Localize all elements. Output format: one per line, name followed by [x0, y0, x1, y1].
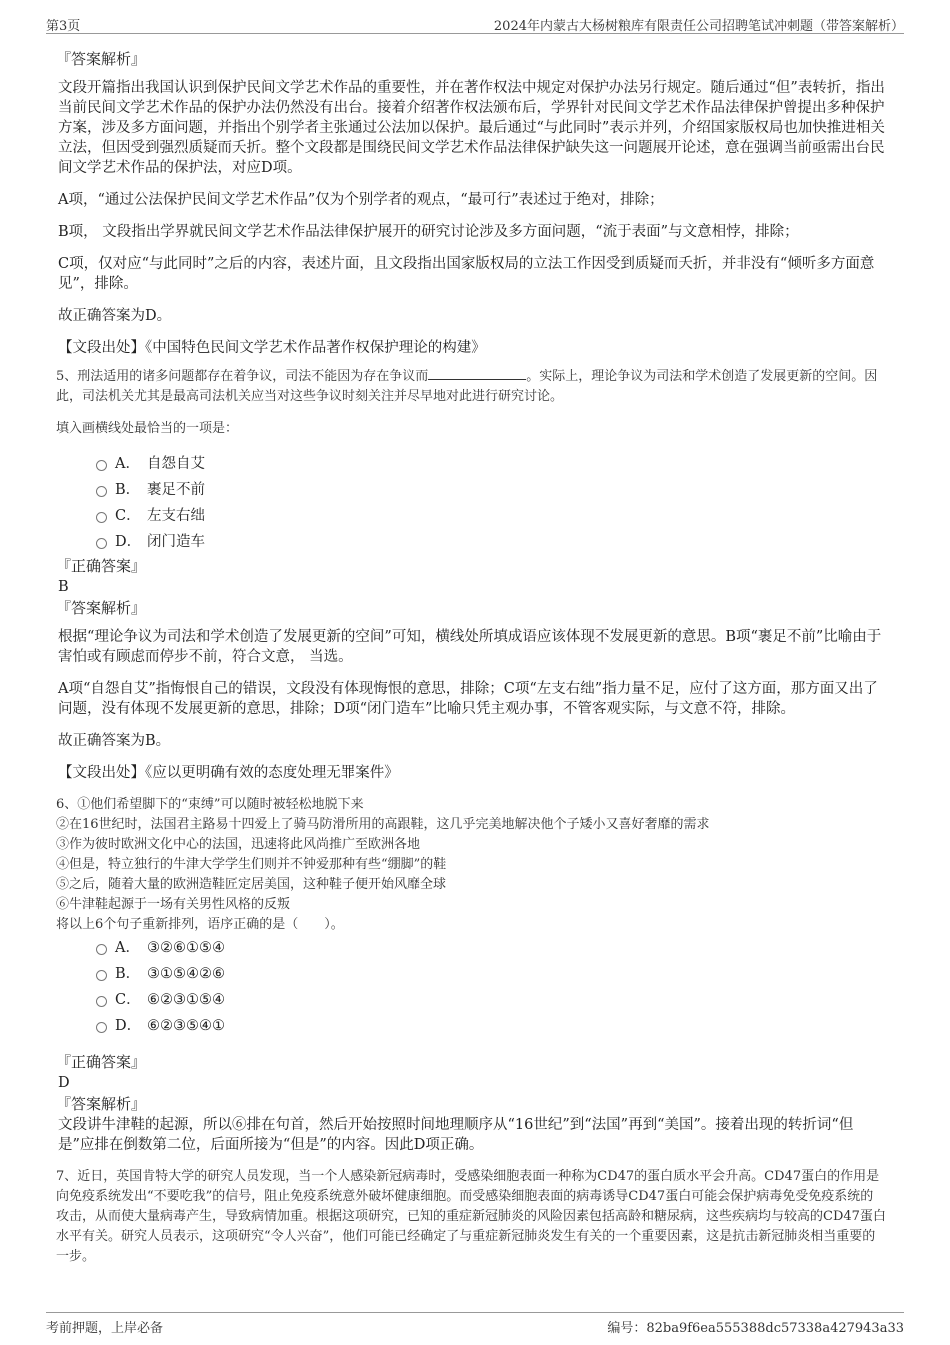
q5-conclusion: 故正确答案为B。 — [58, 733, 171, 749]
q5-analysis-paragraph-2: A项“自怨自艾”指悔恨自己的错误，文段没有体现悔恨的意思，排除；C项“左支右绌”指力量不足，应付了这方面，那方面又出了问题，没有体现不发展更新的意思，排除；D项“闭门造车”比喻只凭主观办事，不管客观实际，与文意不符，排除。 — [58, 681, 878, 717]
document-title: 2024年内蒙古大杨树粮库有限责任公司招聘笔试冲刺题（带答案解析） — [493, 19, 904, 34]
q5-analysis-paragraph: 根据“理论争议为司法和学术创造了发展更新的空间”可知，横线处所填成语应该体现不发展更新的意思。B项“裹足不前”比喻由于害怕或有顾虑而停步不前，符合文意， 当选。 — [58, 629, 882, 665]
q6-analysis-paragraph: 文段讲牛津鞋的起源，所以⑥排在句首，然后开始按照时间地理顺序从“16世纪”到“法国”再到“美国”。接着出现的转折词“但是”应排在倒数第二位，后面所接为“但是”的内容。因此D项正确。 — [58, 1117, 854, 1153]
q6-line-4: ④但是，特立独行的牛津大学学生们则并不钟爱那种有些“绷脚”的鞋 — [56, 857, 447, 872]
q4-option-a-analysis: A项，“通过公法保护民间文学艺术作品”仅为个别学者的观点，“最可行”表述过于绝对，排除； — [58, 192, 664, 208]
q6-correct-label: 『正确答案』 — [56, 1053, 147, 1071]
q6-line-5: ⑤之后，随着大量的欧洲造鞋匠定居美国，这种鞋子便开始风靡全球 — [56, 877, 447, 892]
page-header — [46, 12, 904, 34]
radio-icon[interactable] — [96, 460, 107, 471]
q4-conclusion: 故正确答案为D。 — [58, 308, 172, 324]
q6-option-d[interactable]: D． ⑥②③⑤④① — [96, 1013, 886, 1039]
radio-icon[interactable] — [96, 1022, 107, 1033]
q4-source: 【文段出处】《中国特色民间文学艺术作品著作权保护理论的构建》 — [58, 340, 486, 356]
q6-analysis-label: 『答案解析』 — [56, 1095, 147, 1113]
q7-stem: 7、近日，英国肯特大学的研究人员发现，当一个人感染新冠病毒时，受感染细胞表面一种称为CD47的蛋白质水平会升高。CD47蛋白的作用是向免疫系统发出“不要吃我”的信号，阻止免疫系统意外破坏健康细胞。而受感染细胞表面的病毒诱导CD47蛋白可能会保护病毒免受免疫系统的攻击，从而使大量病毒产生，导致病情加重。根据这项研究，已知的重症新冠肺炎的风险因素包括高龄和糖尿病，这些疾病均与较高的CD47蛋白水平有关。研究人员表示，这项研究“令人兴奋”，他们可能已经确定了与重症新冠肺炎发生有关的一个重要因素，这是抗击新冠肺炎相当重要的一步。 — [56, 1169, 886, 1264]
q6-correct-answer: D — [58, 1075, 70, 1091]
main-content — [56, 48, 886, 1267]
footer-slogan: 考前押题，上岸必备 — [46, 1321, 164, 1336]
q6-option-c[interactable]: C． ⑥②③①⑤④ — [96, 987, 886, 1013]
q6-prompt: 将以上6个句子重新排列，语序正确的是（ ）。 — [56, 917, 344, 932]
q4-option-b-analysis: B项， 文段指出学界就民间文学艺术作品法律保护展开的研究讨论涉及多方面问题，“流于表面”与文意相悖，排除； — [58, 224, 799, 240]
q5-option-a[interactable]: A． 自怨自艾 — [96, 451, 886, 477]
q5-option-b[interactable]: B． 裹足不前 — [96, 477, 886, 503]
q5-options — [96, 451, 886, 555]
q6-line-1: 6、①他们希望脚下的“束缚”可以随时被轻松地脱下来 — [56, 797, 364, 812]
q4-option-c-analysis: C项，仅对应“与此同时”之后的内容，表述片面，且文段指出国家版权局的立法工作因受到质疑而夭折，并非没有“倾听多方面意见”，排除。 — [58, 256, 875, 292]
q5-correct-label: 『正确答案』 — [56, 557, 147, 575]
document-id: 编号：82ba9f6ea555388dc57338a427943a33 — [607, 1321, 904, 1336]
radio-icon[interactable] — [96, 944, 107, 955]
q4-analysis-paragraph: 文段开篇指出我国认识到保护民间文学艺术作品的重要性，并在著作权法中规定对保护办法另行规定。随后通过“但”表转折，指出当前民间文学艺术作品的保护办法仍然没有出台。接着介绍著作权法颁布后，学界针对民间文学艺术作品法律保护曾提出多种保护方案，涉及多方面问题，并指出个别学者主张通过公法加以保护。最后通过“与此同时”表示并列，介绍国家版权局也加快推进相关立法，但因受到强烈质疑而夭折。整个文段都是围绕民间文学艺术作品法律保护缺失这一问题展开论述，意在强调当前亟需出台民间文学艺术作品的保护法，对应D项。 — [58, 80, 885, 176]
page-number: 第3页 — [46, 19, 81, 34]
q6-option-b[interactable]: B． ③①⑤④②⑥ — [96, 961, 886, 987]
q5-correct-answer: B — [58, 579, 69, 595]
q6-options — [96, 935, 886, 1039]
q6-line-2: ②在16世纪时，法国君主路易十四爱上了骑马防滑所用的高跟鞋，这几乎完美地解决他个子矮小又喜好奢靡的需求 — [56, 817, 710, 832]
page-footer — [46, 1312, 904, 1336]
q6-option-a[interactable]: A． ③②⑥①⑤④ — [96, 935, 886, 961]
q5-stem-before: 5、刑法适用的诸多问题都存在着争议，司法不能因为存在争议而 — [56, 369, 429, 384]
q5-prompt: 填入画横线处最恰当的一项是： — [56, 421, 239, 436]
q5-stem-after: 。实际上，理论争议为司法和学术创造了发展更新的空间。因此，司法机关尤其是最高司法机关应当对这些争议时刻关注并尽早地对此进行研究讨论。 — [56, 369, 878, 404]
q5-blank — [428, 366, 526, 380]
radio-icon[interactable] — [96, 486, 107, 497]
q5-stem — [56, 366, 886, 407]
q5-option-c[interactable]: C． 左支右绌 — [96, 503, 886, 529]
radio-icon[interactable] — [96, 512, 107, 523]
q5-analysis-label: 『答案解析』 — [56, 599, 147, 617]
q5-option-d[interactable]: D． 闭门造车 — [96, 529, 886, 555]
q6-line-3: ③作为彼时欧洲文化中心的法国，迅速将此风尚推广至欧洲各地 — [56, 837, 421, 852]
radio-icon[interactable] — [96, 538, 107, 549]
q5-source: 【文段出处】《应以更明确有效的态度处理无罪案件》 — [58, 765, 399, 781]
q4-analysis-label: 『答案解析』 — [56, 50, 147, 68]
radio-icon[interactable] — [96, 970, 107, 981]
radio-icon[interactable] — [96, 996, 107, 1007]
q6-line-6: ⑥牛津鞋起源于一场有关男性风格的反叛 — [56, 897, 291, 912]
